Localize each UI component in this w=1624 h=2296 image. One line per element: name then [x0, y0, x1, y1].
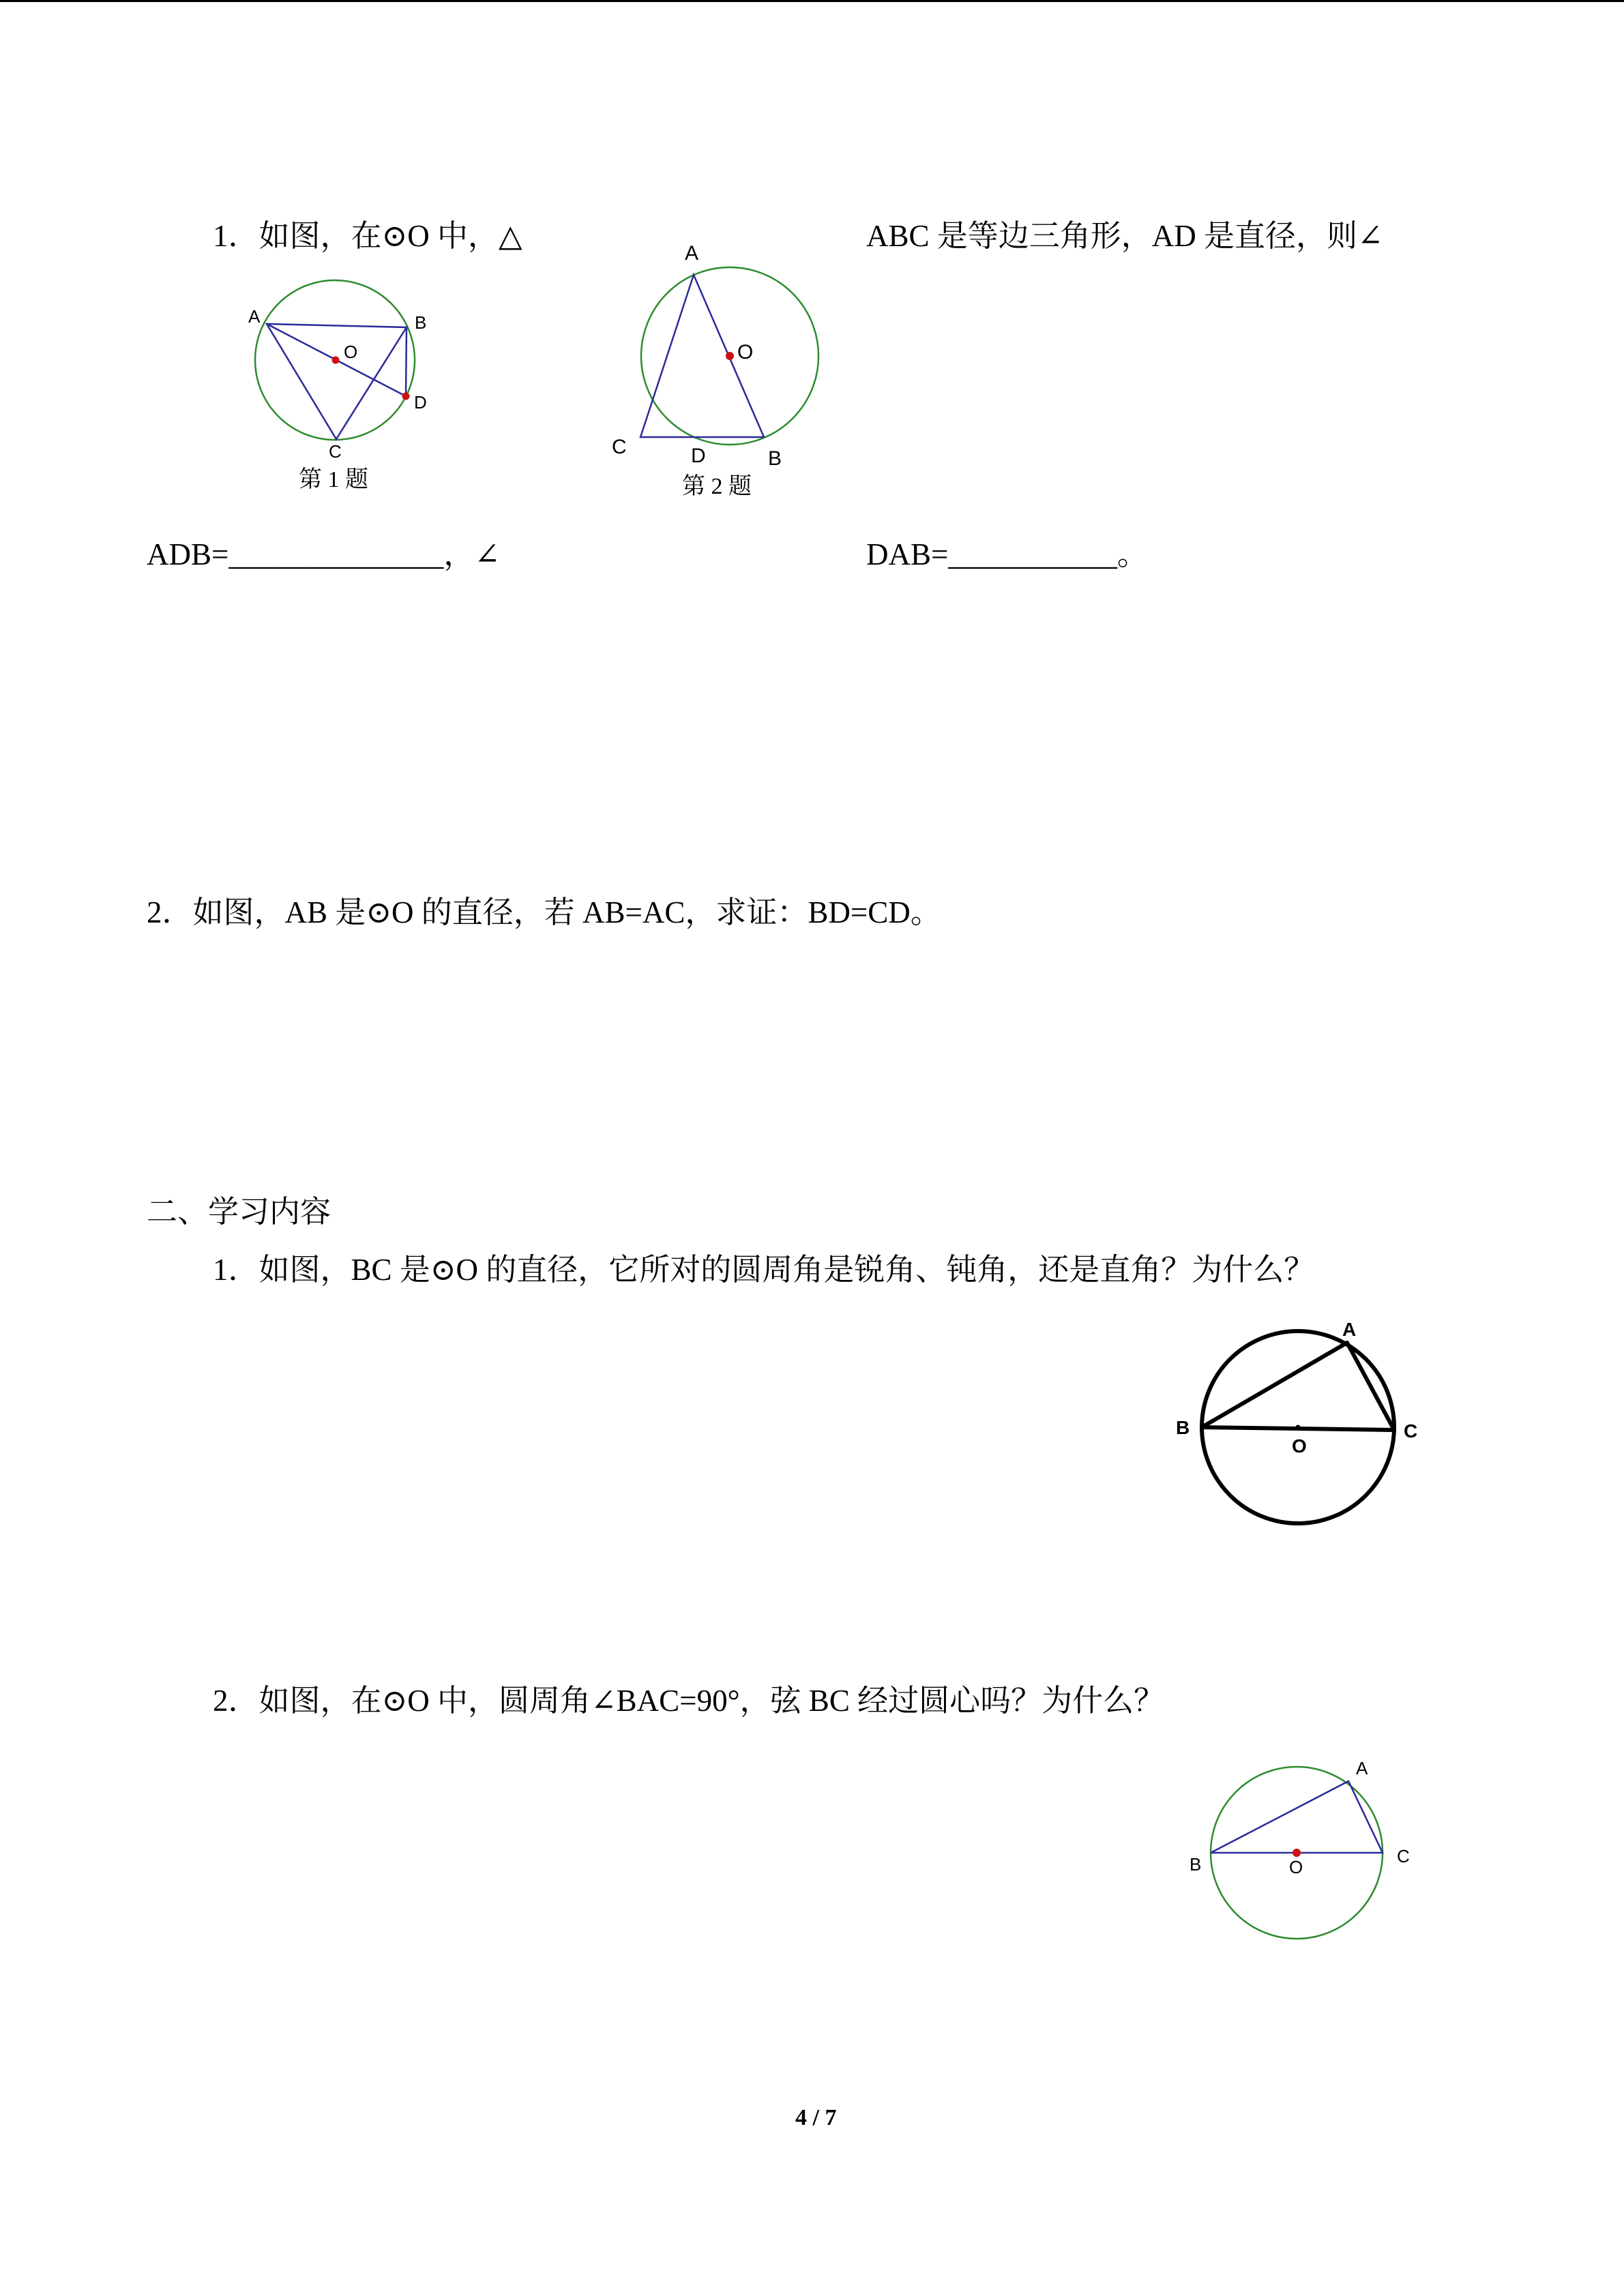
section-2-heading: 二、学习内容 [147, 1195, 331, 1229]
section-2-q1-text: 1．如图，BC 是⊙O 的直径，它所对的圆周角是锐角、钝角，还是直角？为什么？ [213, 1253, 1315, 1287]
figure-2-label-d: D [691, 445, 706, 467]
figure-1-label-b: B [415, 312, 427, 333]
figure-3-label-c: C [1404, 1420, 1418, 1442]
figure-2-label-c: C [612, 436, 627, 458]
figure-1-point-d [402, 393, 410, 400]
page-top-border [0, 0, 1624, 2]
figure-2-label-o: O [737, 341, 754, 363]
figure-2-diagram [600, 235, 832, 474]
figure-1-label-o: O [344, 342, 358, 362]
figure-3-point-o [1296, 1425, 1301, 1430]
figure-1-point-o [332, 357, 340, 364]
q1-line2-right: DAB=___________。 [866, 537, 1148, 571]
figure-3-label-a: A [1342, 1319, 1357, 1340]
figure-4-point-o [1293, 1849, 1301, 1857]
q1-line1-right: ABC 是等边三角形，AD 是直径，则∠ [866, 219, 1383, 253]
figure-2-label-a: A [685, 242, 699, 265]
figure-4-label-o: O [1289, 1857, 1303, 1877]
figure-1-label-c: C [329, 441, 342, 462]
figure-4-label-a: A [1356, 1758, 1368, 1778]
figure-4-diagram [1180, 1746, 1439, 1950]
figure-3-diagram [1160, 1313, 1432, 1538]
figure-3-label-b: B [1176, 1417, 1190, 1438]
figure-1-label-d: D [414, 392, 427, 413]
figure-1-caption: 第 1 题 [299, 467, 368, 492]
figure-2-caption: 第 2 题 [682, 474, 752, 499]
q1-line1-left: 1．如图，在⊙O 中，△ [213, 219, 522, 253]
figure-4-label-b: B [1190, 1854, 1202, 1875]
figure-1-diagram [239, 273, 437, 477]
q1-line2-left: ADB=______________，∠ [147, 537, 501, 571]
figure-2-point-o [726, 352, 734, 360]
figure-4-label-c: C [1397, 1846, 1410, 1866]
figure-1-label-a: A [248, 306, 261, 327]
q2-text: 2．如图，AB 是⊙O 的直径，若 AB=AC，求证：BD=CD。 [147, 895, 941, 929]
figure-1-chord-bd [406, 327, 407, 396]
section-2-q2-text: 2．如图，在⊙O 中，圆周角∠BAC=90°，弦 BC 经过圆心吗？为什么？ [213, 1684, 1165, 1718]
page-number: 4 / 7 [795, 2105, 837, 2130]
figure-2-label-b: B [768, 447, 782, 470]
figure-3-label-o: O [1292, 1435, 1307, 1457]
